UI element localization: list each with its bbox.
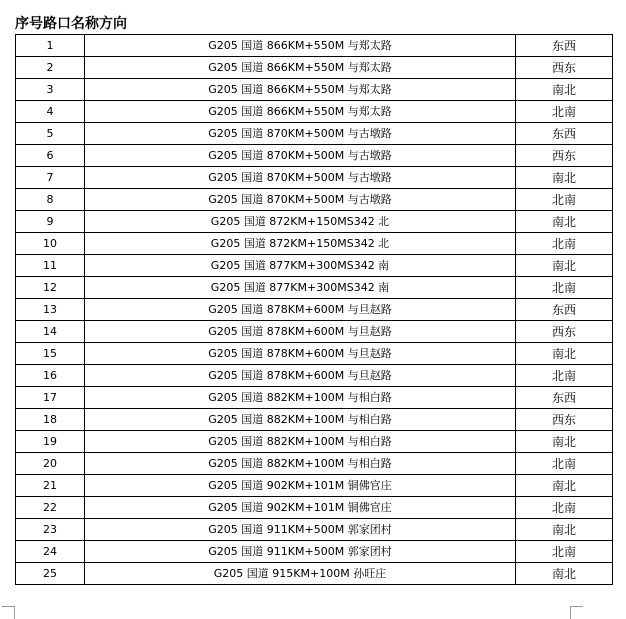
intersection-name-cell: G205 国道 878KM+600M 与旦赵路 — [85, 365, 516, 387]
direction-cell: 南北 — [516, 79, 613, 101]
table-row — [16, 101, 613, 123]
intersection-name-cell: G205 国道 878KM+600M 与旦赵路 — [85, 299, 516, 321]
direction-cell: 西东 — [516, 409, 613, 431]
direction-cell: 东西 — [516, 299, 613, 321]
direction-cell: 北南 — [516, 233, 613, 255]
row-number-cell: 4 — [16, 101, 85, 123]
intersection-name-cell: G205 国道 877KM+300MS342 南 — [85, 277, 516, 299]
direction-cell: 北南 — [516, 365, 613, 387]
direction-cell: 西东 — [516, 321, 613, 343]
table-row — [16, 233, 613, 255]
table-row — [16, 497, 613, 519]
direction-cell: 北南 — [516, 189, 613, 211]
direction-cell: 南北 — [516, 167, 613, 189]
row-number-cell: 19 — [16, 431, 85, 453]
direction-cell: 西东 — [516, 145, 613, 167]
direction-cell: 南北 — [516, 519, 613, 541]
intersection-name-cell: G205 国道 911KM+500M 郭家团村 — [85, 519, 516, 541]
row-number-cell: 6 — [16, 145, 85, 167]
table-row — [16, 189, 613, 211]
table-row — [16, 35, 613, 57]
table-heading: 序号路口名称方向 — [15, 16, 127, 32]
direction-cell: 北南 — [516, 101, 613, 123]
intersection-name-cell: G205 国道 872KM+150MS342 北 — [85, 211, 516, 233]
direction-cell: 东西 — [516, 387, 613, 409]
row-number-cell: 2 — [16, 57, 85, 79]
table-row — [16, 409, 613, 431]
intersection-name-cell: G205 国道 877KM+300MS342 南 — [85, 255, 516, 277]
page-corner-mark-left — [2, 606, 15, 619]
intersection-name-cell: G205 国道 882KM+100M 与相白路 — [85, 387, 516, 409]
row-number-cell: 8 — [16, 189, 85, 211]
row-number-cell: 3 — [16, 79, 85, 101]
intersection-name-cell: G205 国道 878KM+600M 与旦赵路 — [85, 343, 516, 365]
direction-cell: 北南 — [516, 277, 613, 299]
table-row — [16, 343, 613, 365]
row-number-cell: 14 — [16, 321, 85, 343]
table-row — [16, 123, 613, 145]
intersection-name-cell: G205 国道 915KM+100M 孙旺庄 — [85, 563, 516, 585]
direction-cell: 北南 — [516, 453, 613, 475]
row-number-cell: 15 — [16, 343, 85, 365]
row-number-cell: 12 — [16, 277, 85, 299]
intersection-name-cell: G205 国道 878KM+600M 与旦赵路 — [85, 321, 516, 343]
direction-cell: 南北 — [516, 475, 613, 497]
intersection-name-cell: G205 国道 902KM+101M 铜佛官庄 — [85, 475, 516, 497]
table-row — [16, 541, 613, 563]
intersection-name-cell: G205 国道 866KM+550M 与郑太路 — [85, 57, 516, 79]
intersection-name-cell: G205 国道 882KM+100M 与相白路 — [85, 409, 516, 431]
row-number-cell: 23 — [16, 519, 85, 541]
row-number-cell: 22 — [16, 497, 85, 519]
table-row — [16, 57, 613, 79]
direction-cell: 东西 — [516, 123, 613, 145]
direction-cell: 北南 — [516, 541, 613, 563]
intersection-name-cell: G205 国道 870KM+500M 与古墩路 — [85, 167, 516, 189]
row-number-cell: 17 — [16, 387, 85, 409]
row-number-cell: 10 — [16, 233, 85, 255]
table-row — [16, 453, 613, 475]
table-row — [16, 145, 613, 167]
direction-cell: 南北 — [516, 255, 613, 277]
intersection-name-cell: G205 国道 866KM+550M 与郑太路 — [85, 101, 516, 123]
table-row — [16, 475, 613, 497]
intersection-name-cell: G205 国道 870KM+500M 与古墩路 — [85, 145, 516, 167]
table-row — [16, 277, 613, 299]
table-row — [16, 519, 613, 541]
direction-cell: 南北 — [516, 211, 613, 233]
table-row — [16, 299, 613, 321]
row-number-cell: 13 — [16, 299, 85, 321]
row-number-cell: 7 — [16, 167, 85, 189]
table-row — [16, 387, 613, 409]
page-corner-mark-right — [570, 606, 583, 619]
table-row — [16, 365, 613, 387]
row-number-cell: 18 — [16, 409, 85, 431]
row-number-cell: 21 — [16, 475, 85, 497]
direction-cell: 西东 — [516, 57, 613, 79]
row-number-cell: 16 — [16, 365, 85, 387]
direction-cell: 东西 — [516, 35, 613, 57]
direction-cell: 南北 — [516, 343, 613, 365]
intersection-table — [15, 34, 613, 585]
intersection-name-cell: G205 国道 902KM+101M 铜佛官庄 — [85, 497, 516, 519]
table-body — [16, 35, 613, 585]
intersection-name-cell: G205 国道 870KM+500M 与古墩路 — [85, 189, 516, 211]
intersection-name-cell: G205 国道 882KM+100M 与相白路 — [85, 431, 516, 453]
table-row — [16, 431, 613, 453]
row-number-cell: 11 — [16, 255, 85, 277]
direction-cell: 南北 — [516, 563, 613, 585]
intersection-name-cell: G205 国道 866KM+550M 与郑太路 — [85, 35, 516, 57]
table-row — [16, 321, 613, 343]
intersection-name-cell: G205 国道 882KM+100M 与相白路 — [85, 453, 516, 475]
table-row — [16, 211, 613, 233]
direction-cell: 南北 — [516, 431, 613, 453]
row-number-cell: 20 — [16, 453, 85, 475]
intersection-name-cell: G205 国道 911KM+500M 郭家团村 — [85, 541, 516, 563]
table-row — [16, 255, 613, 277]
row-number-cell: 24 — [16, 541, 85, 563]
intersection-name-cell: G205 国道 870KM+500M 与古墩路 — [85, 123, 516, 145]
table-row — [16, 563, 613, 585]
row-number-cell: 9 — [16, 211, 85, 233]
intersection-name-cell: G205 国道 872KM+150MS342 北 — [85, 233, 516, 255]
table-row — [16, 79, 613, 101]
row-number-cell: 5 — [16, 123, 85, 145]
row-number-cell: 1 — [16, 35, 85, 57]
table-row — [16, 167, 613, 189]
row-number-cell: 25 — [16, 563, 85, 585]
intersection-name-cell: G205 国道 866KM+550M 与郑太路 — [85, 79, 516, 101]
direction-cell: 北南 — [516, 497, 613, 519]
